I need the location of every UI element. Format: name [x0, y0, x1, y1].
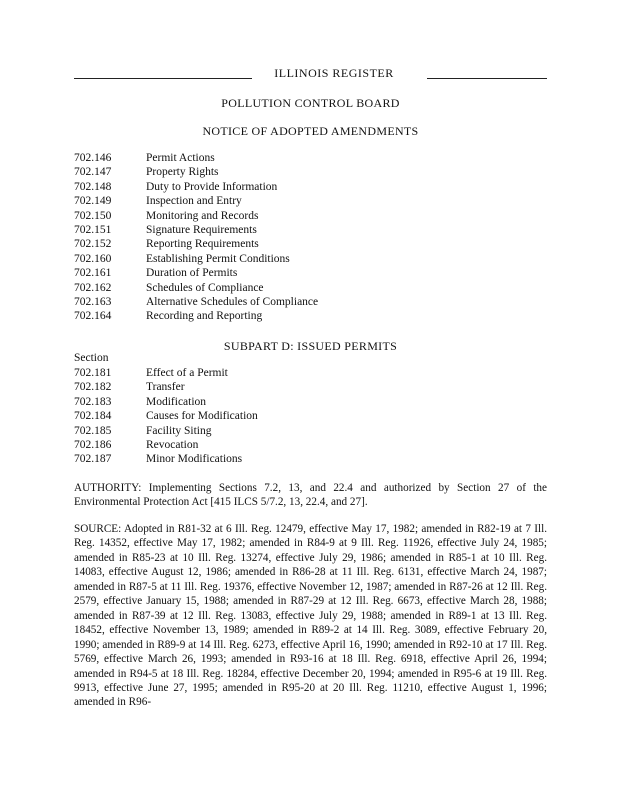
section-number: 702.183	[74, 395, 112, 408]
section-number: 702.185	[74, 424, 112, 437]
section-row	[74, 295, 547, 309]
source-paragraph: SOURCE: Adopted in R81-32 at 6 Ill. Reg. 12479, effective May 17, 1982; amended in R82-19 at 7 Ill. Reg. 14352, effective May 17, 1982; amended in R84-9 at 9 Ill. Reg. 11926, effective July 24, 1985; amended in R85-23 at 10 Ill. Reg. 13274, effective July 29, 1986; amended in R85-1 at 10 Ill. Reg. 14083, effective August 12, 1986; amended in R86-28 at 11 Ill. Reg. 6131, effective March 24, 1987; amended in R87-5 at 11 Ill. Reg. 19376, effective November 12, 1987; amended in R87-26 at 12 Ill. Reg. 2579, effective January 15, 1988; amended in R87-29 at 12 Ill. Reg. 6673, effective March 28, 1988; amended in R87-39 at 12 Ill. Reg. 13083, effective July 29, 1988; amended in R89-1 at 13 Ill. Reg. 18452, effective November 13, 1989; amended in R89-2 at 14 Ill. Reg. 3089, effective February 20, 1990; amended in R89-9 at 14 Ill. Reg. 6273, effective April 16, 1990; amended in R92-10 at 17 Ill. Reg. 5769, effective March 26, 1993; amended in R93-16 at 18 Ill. Reg. 6918, effective April 26, 1994; amended in R94-5 at 18 Ill. Reg. 18284, effective December 20, 1994; amended in R95-6 at 19 Ill. Reg. 9913, effective June 27, 1995; amended in R95-20 at 20 Ill. Reg. 11210, effective August 1, 1996; amended in R96-	[74, 523, 547, 709]
authority-paragraph: AUTHORITY: Implementing Sections 7.2, 13, and 22.4 and authorized by Section 27 of the Environmental Protection Act [415 ILCS 5/7.2, 13, 22.4, and 27].	[74, 482, 547, 509]
section-title: Monitoring and Records	[146, 209, 259, 222]
notice-title: NOTICE OF ADOPTED AMENDMENTS	[202, 124, 419, 138]
section-title: Property Rights	[146, 166, 219, 179]
section-title: Schedules of Compliance	[146, 281, 264, 294]
section-row	[74, 180, 547, 194]
header-rule-left	[74, 78, 252, 79]
section-number: 702.146	[74, 152, 112, 164]
section-title: Revocation	[146, 438, 199, 451]
section-number: 702.181	[74, 367, 112, 379]
section-number: 702.186	[74, 438, 112, 451]
section-number: 702.151	[74, 223, 112, 236]
section-title: Minor Modifications	[146, 453, 243, 466]
section-list-top	[74, 151, 547, 324]
section-row	[74, 452, 547, 466]
section-title: Recording and Reporting	[146, 310, 263, 323]
subpart-heading: SUBPART D: ISSUED PERMITS	[223, 339, 398, 353]
section-title: Establishing Permit Conditions	[146, 252, 290, 265]
section-number: 702.187	[74, 453, 112, 466]
section-row	[74, 151, 547, 165]
section-row	[74, 366, 547, 380]
section-title: Permit Actions	[146, 152, 215, 164]
section-row	[74, 165, 547, 179]
section-row	[74, 309, 547, 323]
section-number: 702.184	[74, 410, 112, 423]
register-header	[74, 66, 547, 80]
section-title: Facility Siting	[146, 424, 212, 437]
section-title: Duration of Permits	[146, 267, 238, 280]
section-number: 702.160	[74, 252, 112, 265]
section-number: 702.182	[74, 381, 112, 394]
section-number: 702.152	[74, 238, 112, 251]
section-label: Section	[74, 352, 109, 364]
section-number: 702.149	[74, 195, 112, 208]
section-list-bottom	[74, 366, 547, 467]
section-title: Transfer	[146, 381, 185, 394]
section-title: Modification	[146, 395, 207, 408]
section-number: 702.148	[74, 180, 112, 193]
section-row	[74, 223, 547, 237]
section-number: 702.163	[74, 295, 112, 308]
section-row	[74, 409, 547, 423]
section-number: 702.150	[74, 209, 112, 222]
section-row	[74, 395, 547, 409]
register-title: ILLINOIS REGISTER	[274, 66, 394, 80]
section-row	[74, 266, 547, 280]
section-row	[74, 438, 547, 452]
section-title: Effect of a Permit	[146, 367, 228, 379]
section-title: Signature Requirements	[146, 223, 257, 236]
section-number: 702.164	[74, 310, 112, 323]
section-row	[74, 281, 547, 295]
section-title: Causes for Modification	[146, 410, 258, 423]
section-row	[74, 380, 547, 394]
section-row	[74, 209, 547, 223]
section-title: Duty to Provide Information	[146, 180, 278, 193]
section-title: Reporting Requirements	[146, 238, 259, 251]
section-number: 702.161	[74, 267, 112, 280]
section-row	[74, 424, 547, 438]
header-rule-right	[427, 78, 547, 79]
section-row	[74, 237, 547, 251]
section-number: 702.147	[74, 166, 112, 179]
board-name: POLLUTION CONTROL BOARD	[221, 96, 400, 110]
section-row	[74, 194, 547, 208]
section-title: Inspection and Entry	[146, 195, 242, 208]
section-title: Alternative Schedules of Compliance	[146, 295, 319, 308]
section-row	[74, 252, 547, 266]
section-number: 702.162	[74, 281, 112, 294]
